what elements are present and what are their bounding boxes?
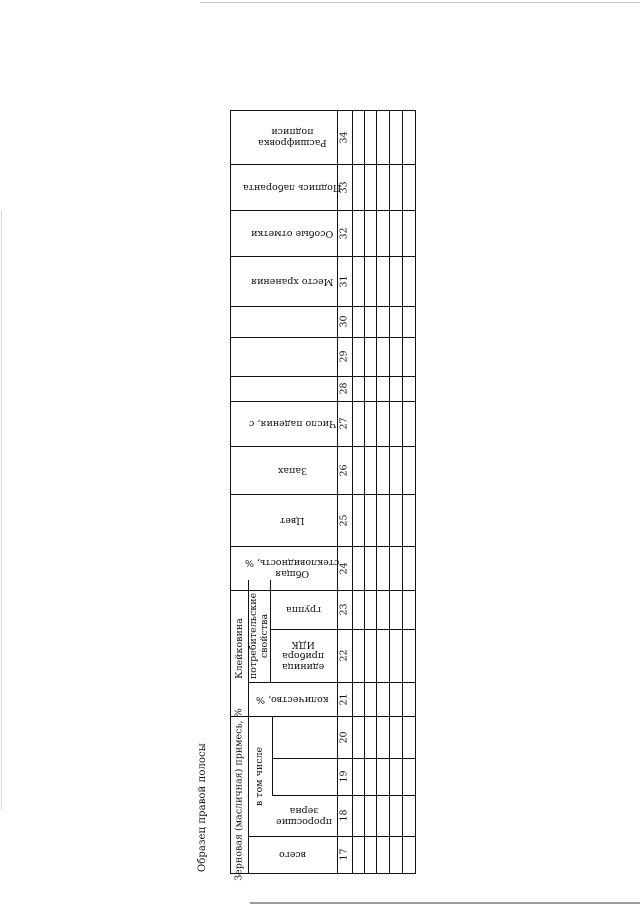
header-consumer-props: потребительские	[248, 592, 260, 680]
header-lab-signature: Подпись лаборанта	[243, 181, 342, 193]
header-smell: Запах	[278, 464, 307, 476]
column-number: 25	[339, 513, 350, 527]
column-number: 22	[339, 649, 350, 662]
header-consumer-props-line2: свойства	[259, 613, 271, 659]
column-number: 32	[339, 226, 350, 240]
header-storage-place: Место хранения	[251, 275, 334, 287]
column-number: 26	[339, 463, 350, 477]
column-number: 21	[339, 692, 350, 706]
header-gluten: Клейковина	[233, 617, 245, 679]
column-number: 33	[339, 180, 350, 194]
header-vitreous-line2: стекловидность, %	[245, 557, 340, 568]
page-title: Образец правой полосы	[197, 743, 208, 872]
header-special-notes: Особые отметки	[251, 227, 334, 239]
column-number: 29	[339, 350, 350, 363]
header-gluten-quantity: количество, %	[256, 693, 329, 705]
header-group: группа	[286, 604, 321, 615]
column-number: 24	[339, 561, 350, 575]
header-sprouted-line2: зерна	[290, 804, 319, 816]
column-number: 27	[339, 417, 350, 430]
header-decoding: Расшифровка	[258, 137, 327, 148]
header-idk-line3: ИДК	[291, 639, 316, 650]
header-color: Цвет	[280, 514, 305, 526]
column-number: 17	[339, 848, 350, 861]
header-falling-number: Число падения, с	[248, 418, 337, 429]
header-including: в том числе	[254, 746, 266, 806]
header-vitreous: Общая	[275, 568, 310, 579]
header-impurity: Зерновая (масличная) примесь, %	[233, 708, 245, 881]
column-number: 28	[339, 382, 350, 395]
column-number: 20	[339, 730, 350, 744]
column-number: 18	[339, 809, 350, 822]
header-idk: единица	[282, 661, 325, 672]
header-sprouted: проросшие	[276, 815, 333, 827]
column-number: 30	[339, 315, 350, 328]
header-idk-line2: прибора	[282, 650, 325, 661]
column-number: 23	[339, 603, 350, 616]
column-number: 31	[339, 274, 350, 288]
column-number: 19	[339, 770, 350, 783]
column-number: 34	[339, 130, 350, 144]
header-total: всего	[279, 849, 306, 860]
header-decoding-line2: подписи	[271, 126, 314, 137]
